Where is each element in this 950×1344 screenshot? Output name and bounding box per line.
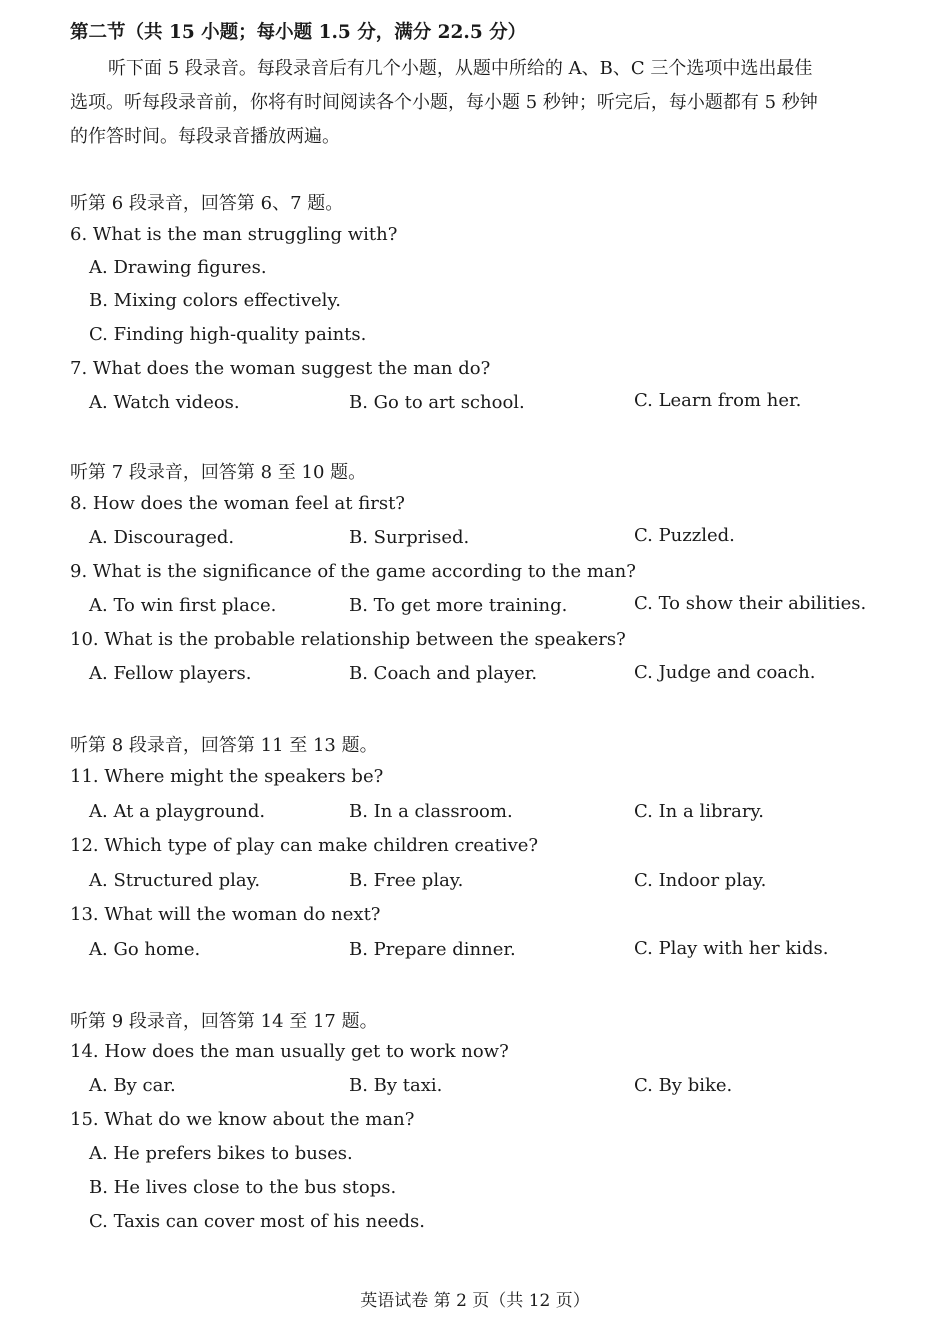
segment-heading: 听第 9 段录音，回答第 14 至 17 题。 xyxy=(70,1011,378,1032)
question-stem: 9. What is the significance of the game according to the man? xyxy=(70,561,636,582)
intro-line: 选项。听每段录音前，你将有时间阅读各个小题，每小题 5 秒钟；听完后，每小题都有 5 秒钟 xyxy=(70,92,818,113)
option-a: A. Go home. xyxy=(89,939,201,960)
question-stem: 15. What do we know about the man? xyxy=(70,1109,415,1130)
option-b: B. To get more training. xyxy=(349,595,568,616)
option-b: B. Free play. xyxy=(349,870,464,891)
question-stem: 6. What is the man struggling with? xyxy=(70,224,398,245)
question-stem: 7. What does the woman suggest the man do? xyxy=(70,358,491,379)
option-b: B. Go to art school. xyxy=(349,392,525,413)
option-a: A. Discouraged. xyxy=(89,527,235,548)
intro-line: 的作答时间。每段录音播放两遍。 xyxy=(70,126,340,147)
question-stem: 10. What is the probable relationship between the speakers? xyxy=(70,629,626,650)
question-stem: 12. Which type of play can make children creative? xyxy=(70,835,539,856)
option-a: A. To win first place. xyxy=(89,595,277,616)
option-b: B. Surprised. xyxy=(349,527,470,548)
option-c: C. By bike. xyxy=(634,1075,733,1096)
option-c: C. Judge and coach. xyxy=(634,662,816,683)
segment-heading: 听第 7 段录音，回答第 8 至 10 题。 xyxy=(70,462,367,483)
option-c: C. In a library. xyxy=(634,801,764,822)
option-b: B. In a classroom. xyxy=(349,801,513,822)
intro-line: 听下面 5 段录音。每段录音后有几个小题，从题中所给的 A、B、C 三个选项中选出最佳 xyxy=(108,58,813,79)
option-b: B. Prepare dinner. xyxy=(349,939,516,960)
option-c: C. Finding high-quality paints. xyxy=(89,324,367,345)
option-c: C. To show their abilities. xyxy=(634,593,867,614)
option-b: B. Coach and player. xyxy=(349,663,538,684)
option-a: A. At a playground. xyxy=(89,801,266,822)
option-c: C. Play with her kids. xyxy=(634,938,829,959)
option-c: C. Taxis can cover most of his needs. xyxy=(89,1211,425,1232)
option-b: B. By taxi. xyxy=(349,1075,443,1096)
option-c: C. Puzzled. xyxy=(634,525,735,546)
option-c: C. Indoor play. xyxy=(634,870,767,891)
segment-heading: 听第 8 段录音，回答第 11 至 13 题。 xyxy=(70,735,378,756)
option-c: C. Learn from her. xyxy=(634,390,802,411)
option-a: A. He prefers bikes to buses. xyxy=(89,1143,353,1164)
question-stem: 8. How does the woman feel at first? xyxy=(70,493,405,514)
option-a: A. Fellow players. xyxy=(89,663,252,684)
option-a: A. Watch videos. xyxy=(89,392,240,413)
option-a: A. Structured play. xyxy=(89,870,261,891)
segment-heading: 听第 6 段录音，回答第 6、7 题。 xyxy=(70,193,344,214)
section-header: 第二节（共 15 小题；每小题 1.5 分，满分 22.5 分） xyxy=(70,22,527,43)
option-a: A. Drawing figures. xyxy=(89,257,267,278)
option-a: A. By car. xyxy=(89,1075,176,1096)
question-stem: 13. What will the woman do next? xyxy=(70,904,381,925)
question-stem: 14. How does the man usually get to work now? xyxy=(70,1041,509,1062)
option-b: B. Mixing colors effectively. xyxy=(89,290,341,311)
question-stem: 11. Where might the speakers be? xyxy=(70,766,384,787)
option-b: B. He lives close to the bus stops. xyxy=(89,1177,397,1198)
page-footer: 英语试卷 第 2 页（共 12 页） xyxy=(360,1291,590,1311)
